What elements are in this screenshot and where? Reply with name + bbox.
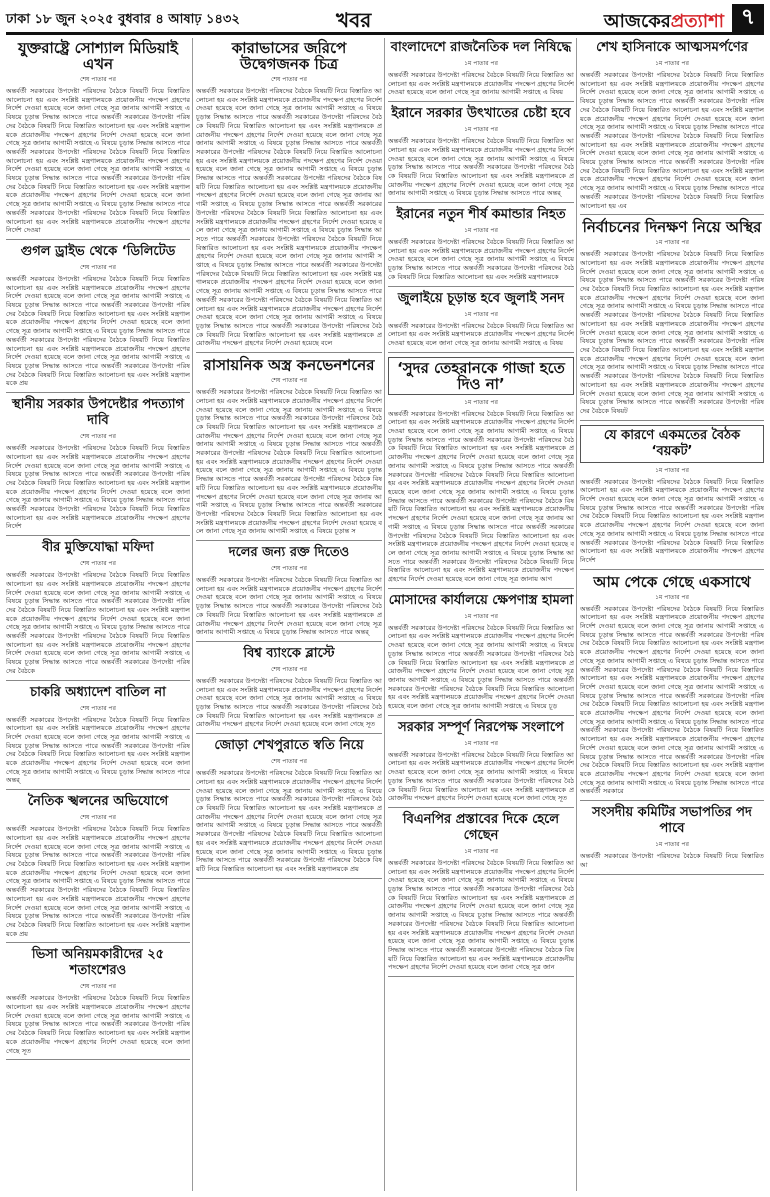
news-story xyxy=(6,685,190,791)
story-headline[interactable]: যে কারণে একমতের বৈঠক ‘বয়কট’ xyxy=(580,425,764,463)
column-divider xyxy=(192,38,193,1191)
news-story xyxy=(388,720,574,808)
news-story xyxy=(388,207,574,287)
story-body: অন্তর্বর্তী সরকারের উপদেষ্টা পরিষদের বৈঠকে বিষয়টি নিয়ে বিস্তারিত আলোচনা হয় এবং সংশ্লিষ্ট মন্ত্রণালয়কে প্রয়োজনীয় পদক্ষেপ গ্রহণের নির্দেশ দেওয়া হয়েছে বলে জানা গেছে সূত্র জানায় আগামী সপ্তাহে এ বিষয়ে চূড়ান্ত সিদ্ধান্ত আসতে পারে অন্তর্বর্তী সরকারের উপদেষ্টা পরিষদের বৈঠকে বিষয়টি নিয়ে বিস্তারিত আলোচনা হয় এবং সংশ্লিষ্ট মন্ত্রণালয়কে প্রয়োজনীয় পদক্ষেপ গ্রহণের নির্দেশ দেওয়া হয়েছে বলে জানা গেছে সূত্র জানায় আগামী সপ্তাহে এ বিষয়ে চূড়ান্ত সিদ্ধান্ত আসতে পারে অন্তর্বর্তী সরকারের উপদেষ্টা পরিষদের বৈঠকে বিষয়টি নিয়ে বিস্তারিত আলোচনা হয় এবং সংশ্লিষ্ট মন্ত্রণালয়কে প্রয়োজনীয় পদক্ষেপ গ্রহণের নির্দেশ দেওয়া হয়েছে বলে জানা গেছে সূত্র জানায় আগামী সপ্তাহে এ বিষয়ে চূড়ান্ত সিদ্ধান্ত আসতে পারে অন্তর্বর্তী সরকারের উপদেষ্টা পরিষদের বৈঠকে বিষয়টি নিয়ে বিস্তারিত আলোচনা হয় এবং সংশ্লিষ্ট মন্ত্রণালয়কে প্রয়োজনীয় পদক্ষেপ গ্রহণের নির্দেশ দেওয়া হয়েছে বলে জানা গেছে সূত্র জানায় আগামী সপ্তাহে এ বিষয়ে চূড়ান্ত সিদ্ধান্ত আসতে পারে অন্তর্বর্তী সরকারের উপদেষ্টা পরিষদের বৈঠকে বিষয়টি নিয়ে বিস্তারিত আলোচনা হয় এবং সংশ্লিষ্ট মন্ত্রণালয়কে প্রয়োজনীয় পদক্ষেপ গ্রহণের নির্দেশ দেওয়া হয়েছে বলে জানা গেছে সূত্র জানায় আগামী সপ্তাহে এ বিষয়ে চূড়ান্ত সিদ্ধান্ত আসতে পারে অন্তর্বর্তী সরকারের উপদেষ্টা পরিষদের বৈঠকে বিষয়টি নিয়ে বিস্তারিত আলোচনা হয় এবং সংশ্লিষ্ট মন্ত্রণালয়কে প্রয়োজনীয় পদক্ষেপ গ্রহণের নির্দেশ দেওয়া হয়েছে বলে জানা গেছে সূত্র জানায় আগামী সপ্তাহে এ বিষয়ে চূড়ান্ত সিদ্ধান্ত আসতে পারে অন্তর্বর্তী সরকারে xyxy=(580,604,764,796)
story-headline[interactable]: মোসাদের কার্যালয়ে ক্ষেপণাস্ত্র হামলা xyxy=(388,592,574,608)
news-story xyxy=(580,574,764,801)
continuation-note: শেষ পাতার পর xyxy=(80,560,116,568)
news-story xyxy=(388,593,574,716)
news-story xyxy=(580,219,764,420)
story-headline[interactable]: বীর মুক্তিযোদ্ধা মফিদা xyxy=(42,540,154,556)
story-headline[interactable]: জোড়া শেখপুরাতে স্বতি নিয়ে xyxy=(214,738,364,754)
story-body: অন্তর্বর্তী সরকারের উপদেষ্টা পরিষদের বৈঠকে বিষয়টি নিয়ে বিস্তারিত আলোচনা হয় এবং সংশ্লিষ্ট মন্ত্রণালয়কে প্রয়োজনীয় পদক্ষেপ গ্রহণের নির্দেশ দেওয়া হয়েছে বলে জানা গেছে সূত্র জানায় আগামী সপ্তাহে এ বিষয়ে চূড়ান্ত সিদ্ধান্ত আসতে পারে অন্তর্বর্তী সরকারের উপদেষ্টা পরিষদের বৈঠকে বিষয়টি নিয়ে বিস্তারিত আলোচনা হয় এবং সংশ্লিষ্ট মন্ত্রণালয়কে প্রয়োজনীয় পদক্ষেপ গ্রহণের নির্দেশ দেওয়া হয়েছে বলে জানা গেছে সূত্র জানায় আগামী সপ্তাহে এ বিষয়ে চূড়ান্ত সিদ্ধান্ত আসতে পারে অন্তর্বর্তী সরকারের উপদেষ্টা পরিষদের বৈঠকে বিষয়টি নিয়ে বিস্তারিত আলোচনা হয় এবং সংশ্লিষ্ট মন্ত্রণালয়কে প্রয়োজনীয় পদক্ষেপ গ্রহণের নির্দেশ xyxy=(6,444,190,531)
news-story xyxy=(196,738,382,878)
continuation-note: শেষ পাতার পর xyxy=(80,704,116,712)
story-headline[interactable]: সরকার সম্পূর্ণ নিরপেক্ষ সংলাপে xyxy=(398,719,564,735)
news-story xyxy=(388,291,574,353)
story-body: অন্তর্বর্তী সরকারের উপদেষ্টা পরিষদের বৈঠকে বিষয়টি নিয়ে বিস্তারিত আলোচনা হয় এবং সংশ্লিষ্ট মন্ত্রণালয়কে প্রয়োজনীয় পদক্ষেপ গ্রহণের নির্দেশ দেওয়া হয়েছে বলে জানা গেছে সূত্র জানায় আগামী সপ্তাহে এ বিষয়ে চূড়ান্ত সিদ্ধান্ত আসতে পারে অন্তর্বর্তী সরকারের উপদেষ্টা পরিষদের বৈঠকে বিষয়টি নিয়ে বিস্তারিত আলোচনা হয় এবং সংশ্লিষ্ট মন্ত্রণালয়কে প্রয়োজনীয় পদক্ষেপ গ্রহণের নির্দেশ দেওয়া হয়েছে বলে জানা গেছে সূত্র জানায় আগামী সপ্তাহে এ বিষয়ে চূড়ান্ত সিদ্ধান্ত আসতে পারে অন্তর্বর্তী সরকারের উপদেষ্টা পরিষদের বৈঠকে বিষয়টি নিয়ে বিস্তারিত আলোচনা হয় এবং সংশ্লিষ্ট মন্ত্রণালয়কে প্রয়োজনীয় পদক্ষেপ গ্রহণের নির্দেশ দেওয়া হয়েছে বলে জানা গেছে সূত্র জানায় আগামী সপ্তাহে এ বিষয়ে চূড়ান্ত সিদ্ধান্ত আসতে পারে অন্তর্বর্তী সরকারের উপদেষ্টা পরিষদের বৈঠকে বিষয়টি নিয়ে বিস্তারিত আলোচনা হয় এবং সংশ্লিষ্ট মন্ত্রণালয়কে প্রয় xyxy=(6,274,190,388)
continuation-note: শেষ পাতার পর xyxy=(271,76,307,83)
continuation-note: ১ম পাতার পর xyxy=(655,593,689,601)
continuation-note: ১ম পাতার পর xyxy=(655,841,689,849)
story-headline[interactable]: কারাভাসের জরিপে উদ্বেগজনক চিত্র xyxy=(231,39,347,73)
story-headline[interactable]: শেখ হাসিনাকে আত্মসমর্পণের xyxy=(596,40,748,55)
story-body: অন্তর্বর্তী সরকারের উপদেষ্টা পরিষদের বৈঠকে বিষয়টি নিয়ে বিস্তারিত আলোচনা হয় এবং সংশ্লিষ্ট মন্ত্রণালয়কে প্রয়োজনীয় পদক্ষেপ গ্রহণের নির্দেশ দেওয়া হয়েছে বলে জানা গেছে সূত্র জানায় আগামী সপ্তাহে এ বিষয়ে চূড়ান্ত সিদ্ধান্ত আসতে পারে অন্তর্বর্তী সরকারের উপদেষ্টা পরিষদের বৈঠকে বিষয়টি নিয়ে বিস্তারিত আলোচনা হয় এবং সংশ্লিষ্ট মন্ত্রণালয়কে প্রয়োজনীয় পদক্ষেপ গ্রহণের নির্দেশ দেওয়া হয়েছে বলে জানা গেছে সূত xyxy=(196,676,382,729)
story-body: অন্তর্বর্তী সরকারের উপদেষ্টা পরিষদের বৈঠকে বিষয়টি নিয়ে বিস্তারিত আলোচনা হয় এবং সংশ্লিষ্ট মন্ত্রণালয়কে প্রয়োজনীয় পদক্ষেপ গ্রহণের নির্দেশ দেওয়া হয়েছে বলে জানা গেছে সূত্র জানায় আগামী সপ্তাহে এ বিষয়ে চূড়ান্ত সিদ্ধান্ত আসতে পারে অন্তর্বর্তী সরকারের উপদেষ্টা পরিষদের বৈঠকে বিষয়টি নিয়ে বিস্তারিত আলোচনা হয় এবং সংশ্লিষ্ট মন্ত্রণালয়কে xyxy=(388,238,574,281)
continuation-note: শেষ পাতার পর xyxy=(80,814,116,822)
continuation-note: ১ম পাতার পর xyxy=(464,612,498,620)
news-story xyxy=(580,425,764,570)
continuation-note: ১ম পাতার পর xyxy=(464,60,498,67)
story-body: অন্তর্বর্তী সরকারের উপদেষ্টা পরিষদের বৈঠকে বিষয়টি নিয়ে বিস্তারিত আলোচনা হয় এবং সংশ্লিষ্ট মন্ত্রণালয়কে প্রয়োজনীয় পদক্ষেপ গ্রহণের নির্দেশ দেওয়া হয়েছে বলে জানা গেছে সূত্র জানায় আগামী সপ্তাহে এ বিষয়ে চূড়ান্ত সিদ্ধান্ত আসতে পারে অন্তর্বর্তী সরকারের উপদেষ্টা পরিষদের বৈঠকে বিষয়টি নিয়ে বিস্তারিত আলোচনা হয় এবং সংশ্লিষ্ট মন্ত্রণালয়কে প্রয়োজনীয় পদক্ষেপ গ্রহণের নির্দেশ দেওয়া হয়েছে বলে জানা গেছে সূত্র জানায় আগামী সপ্তাহে এ বিষয়ে চূড়ান্ত সিদ্ধান্ত আসতে পারে অন্তর্বর্তী সরকারের উপদেষ্টা পরিষদের বৈঠকে বিষয়টি নিয়ে বিস্তারিত আলোচনা হয় এবং সংশ্লিষ্ট মন্ত্রণালয়কে প্রয়োজনীয় পদক্ষেপ গ্রহণের নির্দেশ দেওয়া হয়েছে বলে জানা গেছে সূত্র জানায় আগামী সপ্তাহে এ বিষয়ে চূড়ান্ত সিদ্ধান্ত আসতে পারে অন্তর্বর্তী সরকারের উপদেষ্টা পরিষদের বৈঠকে বিষয়টি নিয়ে বিস্তারিত আলোচনা হয় এবং সংশ্লিষ্ট মন্ত্রণালয়কে প্রয় xyxy=(6,825,190,938)
masthead xyxy=(6,6,764,35)
story-body: অন্তর্বর্তী সরকারের উপদেষ্টা পরিষদের বৈঠকে বিষয়টি নিয়ে বিস্তারিত আলোচনা হয় এবং সংশ্লিষ্ট মন্ত্রণালয়কে প্রয়োজনীয় পদক্ষেপ গ্রহণের নির্দেশ দেওয়া হয়েছে বলে জানা গেছে সূত্র জানায় আগামী সপ্তাহে এ বিষয়ে চূড়ান্ত সিদ্ধান্ত আসতে পারে অন্তর্বর্তী সরকারের উপদেষ্টা পরিষদের বৈঠকে বিষয়টি নিয়ে বিস্তারিত আলোচনা হয় এবং সংশ্লিষ্ট মন্ত্রণালয়কে প্রয়োজনীয় পদক্ষেপ গ্রহণের নির্দেশ দেওয়া হয়েছে বলে জানা গেছে সূত xyxy=(6,994,190,1055)
news-story xyxy=(6,244,190,393)
story-headline[interactable]: গুগল ড্রাইভ থেকে ‘ডিলিটেড xyxy=(20,243,176,259)
section-title: খবর xyxy=(336,8,372,32)
news-story xyxy=(196,40,382,353)
story-headline[interactable]: নৈতিক স্খলনের অভিযোগে xyxy=(27,794,169,810)
continuation-note: ১ম পাতার পর xyxy=(464,126,498,134)
news-story xyxy=(6,794,190,943)
story-body: অন্তর্বর্তী সরকারের উপদেষ্টা পরিষদের বৈঠকে বিষয়টি নিয়ে বিস্তারিত আলোচনা হয় এবং সংশ্লিষ্ট মন্ত্রণালয়কে প্রয়োজনীয় পদক্ষেপ গ্রহণের নির্দেশ দেওয়া হয়েছে বলে জানা গেছে সূত্র জানায় আগামী সপ্তাহে এ বিষয়ে চূড়ান্ত সিদ্ধান্ত আসতে পারে অন্তর্বর্তী সরকারের উপদেষ্টা পরিষদের বৈঠকে বিষয়টি নিয়ে বিস্তারিত আলোচনা হয় এবং সংশ্লিষ্ট মন্ত্রণালয়কে প্রয়োজনীয় পদক্ষেপ গ্রহণের নির্দেশ দেওয়া হয়েছে বলে জানা গেছে সূত্র জানায় আগামী সপ্তাহে এ বিষয়ে চূড়ান্ত সিদ্ধান্ত আসতে পারে অন্তর্ xyxy=(6,715,190,785)
news-story xyxy=(388,106,574,203)
story-headline[interactable]: দলের জন্য রক্ত দিতেও xyxy=(228,545,350,561)
continuation-note: ১ম পাতার পর xyxy=(655,466,689,474)
column-1 xyxy=(6,38,190,1191)
story-headline[interactable]: ভিসা অনিয়মকারীদের ২৫ শতাংশেরও xyxy=(31,947,165,979)
story-body: অন্তর্বর্তী সরকারের উপদেষ্টা পরিষদের বৈঠকে বিষয়টি নিয়ে বিস্তারিত আলোচনা হয় এবং সংশ্লিষ্ট মন্ত্রণালয়কে প্রয়োজনীয় পদক্ষেপ গ্রহণের নির্দেশ দেওয়া হয়েছে বলে জানা গেছে সূত্র জানায় আগামী সপ্তাহে এ বিষয়ে চূড়ান্ত সিদ্ধান্ত আসতে পারে অন্তর্বর্তী সরকারের উপদেষ্টা পরিষদের বৈঠকে বিষয়টি নিয়ে বিস্তারিত আলোচনা হয় এবং সংশ্লিষ্ট মন্ত্রণালয়কে প্রয়োজনীয় পদক্ষেপ গ্রহণের নির্দেশ দেওয়া হয়েছে বলে জানা গেছে সূত xyxy=(388,750,574,803)
story-headline[interactable]: চাকরি অধ্যাদেশ বাতিল না xyxy=(30,684,166,700)
continuation-note: শেষ পাতার পর xyxy=(271,377,307,385)
news-story xyxy=(196,646,382,734)
news-story xyxy=(580,805,764,874)
story-body: অন্তর্বর্তী সরকারের উপদেষ্টা পরিষদের বৈঠকে বিষয়টি নিয়ে বিস্তারিত আলোচনা হয় এবং সংশ্লিষ্ট মন্ত্রণালয়কে প্রয়োজনীয় পদক্ষেপ গ্রহণের নির্দেশ দেওয়া হয়েছে বলে জানা গেছে সূত্র জানায় আগামী সপ্তাহে এ বিষয়ে চূড়ান্ত সিদ্ধান্ত আসতে পারে অন্তর্বর্তী সরকারের উপদেষ্টা পরিষদের বৈঠকে বিষয়টি নিয়ে বিস্তারিত আলোচনা হয় এবং সংশ্লিষ্ট মন্ত্রণালয়কে প্রয়োজনীয় পদক্ষেপ গ্রহণের নির্দেশ দেওয়া হয়েছে বলে জানা গেছে সূত্র জানায় আগামী সপ্তাহে এ বিষয়ে চূড়ান্ত সিদ্ধান্ত আসতে পারে অন্তর্বর্তী সরকারের উপদেষ্টা পরিষদের বৈঠকে বিষয়টি নিয়ে বিস্তারিত আলোচনা হয় এবং সংশ্লিষ্ট মন্ত্রণালয়কে প্রয়োজনীয় পদক্ষেপ গ্রহণের নির্দেশ দেওয়া হয়েছে বলে জানা গেছে সূত্র জানায় আগামী সপ্তাহে এ বিষয়ে চূড়ান্ত সিদ্ধান্ত আসতে পারে অন্তর্বর্তী সরকারের উপদেষ্টা পরিষদের বৈঠকে xyxy=(6,571,190,675)
story-body: অন্তর্বর্তী সরকারের উপদেষ্টা পরিষদের বৈঠকে বিষয়টি নিয়ে বিস্তারিত আলোচনা হয় এবং সংশ্লিষ্ট মন্ত্রণালয়কে প্রয়োজনীয় পদক্ষেপ গ্রহণের নির্দেশ দেওয়া হয়েছে বলে জানা গেছে সূত্র জানায় আগামী সপ্তাহে এ বিষয়ে চূড়ান্ত সিদ্ধান্ত আসতে পারে অন্তর্বর্তী সরকারের উপদেষ্টা পরিষদের বৈঠকে বিষয়টি নিয়ে বিস্তারিত আলোচনা হয় এবং সংশ্লিষ্ট মন্ত্রণালয়কে প্রয়োজনীয় পদক্ষেপ গ্রহণের নির্দেশ দেওয়া হয়েছে বলে জানা গেছে সূত্র জানায় আগামী সপ্তাহে এ বিষয়ে চূড়ান্ত সিদ্ধান্ত আসতে পারে অন্তর্বর্তী সরকারের উপদেষ্টা পরিষদের বৈঠকে বিষয়টি নিয়ে বিস্তারিত আলোচনা হয় এবং সংশ্লিষ্ট মন্ত্রণালয়কে প্রয়োজনীয় পদক্ষেপ গ্রহণের নির্দেশ দেওয়া হয়েছে বলে জানা গেছে সূত্র জানায় আগামী সপ্তাহে এ বিষয়ে চূড়ান্ত সিদ্ধান্ত আসতে পারে অন্তর্বর্তী সরকারের উপদেষ্টা পরিষদের বৈঠকে বিষয়টি নিয়ে বিস্তারিত আলোচনা হয় এবং সংশ্লিষ্ট মন্ত্রণালয়কে প্রয়োজনীয় পদক্ষেপ গ্রহণের নির্দেশ দেওয়া হয়েছে বলে জানা গেছে সূত্র জানায় আগামী সপ্তাহে এ বিষয়ে চূড়ান্ত সিদ্ধান্ত আসতে পারে অন্তর্বর্তী সরকারের উপদেষ্টা পরিষদের বৈঠকে বিষয়টি নিয়ে বিস্তারিত আলোচনা হয় এবং সংশ্লিষ্ট মন্ত্রণালয়কে প্রয়োজনীয় পদক্ষেপ গ্রহণের নির্দেশ দেওয়া হয়েছে বলে জানা গেছে সূত্র জানায় আগামী সপ্তাহে এ বিষয়ে চূড়ান্ত সিদ্ধান্ত আসতে পারে অন্তর্বর্তী সরকারের উপদেষ্টা পরিষদের বৈঠকে বিষয়টি নিয়ে বিস্তারিত আলোচনা হয় এবং সংশ্লিষ্ট মন্ত্রণালয়কে প্রয়োজনীয় পদক্ষেপ গ্রহণের নির্দেশ দেওয়া হয়েছে বলে জানা গেছে সূত্র জানায় আগ xyxy=(388,409,574,584)
story-body: অন্তর্বর্তী সরকারের উপদেষ্টা পরিষদের বৈঠকে বিষয়টি নিয়ে বিস্তারিত আলোচনা হয় এবং সংশ্লিষ্ট মন্ত্রণালয়কে প্রয়োজনীয় পদক্ষেপ গ্রহণের নির্দেশ দেওয়া হয়েছে বলে জানা গেছে সূত্র জানায় আগামী সপ্তাহে এ বিষয় xyxy=(388,71,574,97)
story-body: অন্তর্বর্তী সরকারের উপদেষ্টা পরিষদের বৈঠকে বিষয়টি নিয়ে বিস্তারিত আলোচনা হয় এবং সংশ্লিষ্ট মন্ত্রণালয়কে প্রয়োজনীয় পদক্ষেপ গ্রহণের নির্দেশ দেওয়া হয়েছে বলে জানা গেছে সূত্র জানায় আগামী সপ্তাহে এ বিষয়ে চূড়ান্ত সিদ্ধান্ত আসতে পারে অন্তর্বর্তী সরকারের উপদেষ্টা পরিষদের বৈঠকে বিষয়টি নিয়ে বিস্তারিত আলোচনা হয় এবং সংশ্লিষ্ট মন্ত্রণালয়কে প্রয়োজনীয় পদক্ষেপ গ্রহণের নির্দেশ দেওয়া হয়েছে বলে জানা গেছে সূত্র জানায় আগামী সপ্তাহে এ বিষয়ে চূড়ান্ত সিদ্ধান্ত আসতে পারে অন্তর্বর্তী সরকারের উপদেষ্টা পরিষদের বৈঠকে বিষয়টি নিয়ে বিস্তারিত আলোচনা হয় এবং সংশ্লিষ্ট মন্ত্রণালয়কে প্রয়োজনীয় পদক্ষেপ গ্রহণের নির্দেশ দেওয়া হয়েছে বলে জানা গেছে সূত্র জানায় আগামী সপ্তাহে এ বিষয়ে চূড় xyxy=(388,623,574,711)
story-body: অন্তর্বর্তী সরকারের উপদেষ্টা পরিষদের বৈঠকে বিষয়টি নিয়ে বিস্তারিত আলোচনা হয় এবং সংশ্লিষ্ট মন্ত্রণালয়কে প্রয়োজনীয় পদক্ষেপ গ্রহণের নির্দেশ দেওয়া হয়েছে বলে জানা গেছে সূত্র জানায় আগামী সপ্তাহে এ বিষয়ে চূড়ান্ত সিদ্ধান্ত আসতে পারে অন্তর্বর্তী সরকারের উপদেষ্টা পরিষদের বৈঠকে বিষয়টি নিয়ে বিস্তারিত আলোচনা হয় এবং সংশ্লিষ্ট মন্ত্রণালয়কে প্রয়োজনীয় পদক্ষেপ গ্রহণের নির্দেশ দেওয়া হয়েছে বলে জানা গেছে সূত্র জানায় আগামী সপ্তাহে এ বিষয়ে চূড়ান্ত সিদ্ধান্ত আসতে পারে অন্তর্বর্তী সরকারের উপদেষ্টা পরিষদের বৈঠকে বিষয়টি নিয়ে বিস্তারিত আলোচনা হয় এবং সংশ্লিষ্ট মন্ত্রণালয়কে প্রয়োজনীয় পদক্ষেপ গ্রহণের নির্দেশ দেওয়া হয়েছে বলে জানা গেছে সূত্র জানায় আগামী সপ্তাহে এ বিষয়ে চূড়ান্ত সিদ্ধান্ত আসতে পারে অন্তর্বর্তী সরকারের উপদেষ্টা পরিষদের বৈঠকে বিষয়টি নিয়ে বিস্তারিত আলোচনা হয় এবং সংশ্লিষ্ট মন্ত্রণালয়কে প্রয়োজনীয় পদক্ষেপ গ্রহণের নির্দেশ দেওয়া হয়েছে বলে জানা গেছে সূত্র জানায় আগামী সপ্তাহে এ বিষয়ে চূড়ান্ত সিদ্ধান্ত আসতে পারে অন্তর্বর্তী সরকারের উপদেষ্টা পরিষদের বৈঠকে বিষয়টি নিয়ে বিস্তারিত আলোচনা হয় এবং সংশ্লিষ্ট মন্ত্রণালয়কে প্রয়োজনীয় পদক্ষেপ গ্রহণের নির্দেশ দেওয়া হয়েছে বলে জানা গেছে সূত্র জানায় আগামী সপ্তাহে এ বিষয়ে চূড়ান্ত সিদ্ধান্ত আসতে পারে অন্তর্বর্তী সরকারের উপদেষ্টা পরিষদের বৈঠকে বিষয়ট xyxy=(580,250,764,415)
news-story xyxy=(196,357,382,541)
column-4 xyxy=(580,38,764,1191)
continuation-note: শেষ পাতার পর xyxy=(80,76,116,83)
story-body: অন্তর্বর্তী সরকারের উপদেষ্টা পরিষদের বৈঠকে বিষয়টি নিয়ে বিস্তারিত আলোচনা হয় এবং সংশ্লিষ্ট মন্ত্রণালয়কে প্রয়োজনীয় পদক্ষেপ গ্রহণের নির্দেশ দেওয়া হয়েছে বলে জানা গেছে সূত্র জানায় আগামী সপ্তাহে এ বিষয়ে চূড়ান্ত সিদ্ধান্ত আসতে পারে অন্তর্বর্তী সরকারের উপদেষ্টা পরিষদের বৈঠকে বিষয়টি নিয়ে বিস্তারিত আলোচনা হয় এবং সংশ্লিষ্ট মন্ত্রণালয়কে প্রয়োজনীয় পদক্ষেপ গ্রহণের নির্দেশ দেওয়া হয়েছে বলে জানা গেছে সূত্র জানায় আগামী সপ্তাহে এ বিষয়ে চূড়ান্ত সিদ্ধান্ত আসতে পারে অন্তর্বর্তী সরকারের উপদেষ্টা পরিষদের বৈঠকে বিষয়টি নিয়ে বিস্তারিত আলোচনা হয় এবং সংশ্লিষ্ট মন্ত্রণালয়কে প্রয়োজনীয় পদক্ষেপ গ্রহণের নির্দেশ দেওয়া হয়েছে বলে জানা গেছে সূত্র জানায় আগামী সপ্তাহে এ বিষয়ে চূড়ান্ত সিদ্ধান্ত আসতে পারে অন্তর্বর্তী সরকারের উপদেষ্টা পরিষদের বৈঠকে বিষয়টি নিয়ে বিস্তারিত আলোচনা হয় এবং সংশ্লিষ্ট মন্ত্রণালয়কে প্রয়োজনীয় পদক্ষেপ গ্রহণের নির্দেশ দেওয়া হয়েছে বলে জানা গেছে সূত্র জান xyxy=(388,858,574,972)
continuation-note: ১ম পাতার পর xyxy=(464,310,498,318)
news-story xyxy=(388,40,574,102)
story-body: অন্তর্বর্তী সরকারের উপদেষ্টা পরিষদের বৈঠকে বিষয়টি নিয়ে বিস্তারিত আলোচনা হয় এবং সংশ্লিষ্ট মন্ত্রণালয়কে প্রয়োজনীয় পদক্ষেপ গ্রহণের নির্দেশ দেওয়া হয়েছে বলে জানা গেছে সূত্র জানায় আগামী সপ্তাহে এ বিষয়ে চূড়ান্ত সিদ্ধান্ত আসতে পারে অন্তর্বর্তী সরকারের উপদেষ্টা পরিষদের বৈঠকে বিষয়টি নিয়ে বিস্তারিত আলোচনা হয় এবং সংশ্লিষ্ট মন্ত্রণালয়কে প্রয়োজনীয় পদক্ষেপ গ্রহণের নির্দেশ দেওয়া হয়েছে বলে জানা গেছে সূত্র জানায় আগামী সপ্তাহে এ বিষয়ে চূড়ান্ত সিদ্ধান্ত আসতে পারে অন্তর্ xyxy=(388,137,574,198)
story-headline[interactable]: নির্বাচনের দিনক্ষণ নিয়ে অস্থির xyxy=(582,218,762,237)
story-headline[interactable]: বিএনপির প্রস্তাবের দিকে হেলে গেছেন xyxy=(402,811,560,843)
story-headline[interactable]: বিশ্ব ব্যাংকে ব্লাস্টে xyxy=(243,645,335,661)
brand-accent: প্রত্যাশা xyxy=(670,11,724,32)
story-headline[interactable]: জুলাইয়ে চূড়ান্ত হবে জুলাই সনদ xyxy=(397,290,565,306)
continuation-note: শেষ পাতার পর xyxy=(80,983,116,991)
story-headline[interactable]: ইরানে সরকার উৎখাতের চেষ্টা হবে xyxy=(391,106,571,122)
story-headline[interactable]: ‘সুদর তেহরানকে গাজা হতে দিও না’ xyxy=(388,357,574,395)
story-body: অন্তর্বর্তী সরকারের উপদেষ্টা পরিষদের বৈঠকে বিষয়টি নিয়ে বিস্তারিত আ xyxy=(580,852,764,869)
column-divider xyxy=(384,38,385,1191)
column-divider xyxy=(576,38,577,1191)
column-2 xyxy=(196,38,382,1191)
brand-prefix: আজকের xyxy=(603,11,671,32)
story-body: অন্তর্বর্তী সরকারের উপদেষ্টা পরিষদের বৈঠকে বিষয়টি নিয়ে বিস্তারিত আলোচনা হয় এবং সংশ্লিষ্ট মন্ত্রণালয়কে প্রয়োজনীয় পদক্ষেপ গ্রহণের নির্দেশ দেওয়া হয়েছে বলে জানা গেছে সূত্র জানায় আগামী সপ্তাহে এ বিষয়ে চূড়ান্ত সিদ্ধান্ত আসতে পারে অন্তর্বর্তী সরকারের উপদেষ্টা পরিষদের বৈঠকে বিষয়টি নিয়ে বিস্তারিত আলোচনা হয় এবং সংশ্লিষ্ট মন্ত্রণালয়কে প্রয়োজনীয় পদক্ষেপ গ্রহণের নির্দেশ দেওয়া হয়েছে বলে জানা গেছে সূত্র জানায় আগামী সপ্তাহে এ বিষয়ে চূড়ান্ত সিদ্ধান্ত আসতে পারে অন্তর্বর্তী সরকারের উপদেষ্টা পরিষদের বৈঠকে বিষয়টি নিয়ে বিস্তারিত আলোচনা হয় এবং সংশ্লিষ্ট মন্ত্রণালয়কে প্রয়োজনীয় পদক্ষেপ গ্রহণের নির্দেশ দেওয়া হয়েছে বলে জানা গেছে সূত্র জানায় আগামী সপ্তাহে এ বিষয়ে চূড়ান্ত সিদ্ধান্ত আসতে পারে অন্তর্বর্তী সরকারের উপদেষ্টা পরিষদের বৈঠকে বিষয়টি নিয়ে বিস্তারিত আলোচনা হয় এবং সংশ্লিষ্ট মন্ত্রণালয়কে প্রয়োজনীয় পদক্ষেপ গ্রহণের নির্দেশ দেওয়া হয়েছে বলে জানা গেছে সূত্র জানায় আগামী সপ্তাহে এ বিষয়ে চূড়ান্ত সিদ্ধান্ত আসতে পারে অন্তর্বর্তী সরকারের উপদেষ্টা পরিষদের বৈঠকে বিষয়টি নিয়ে বিস্তারিত আলোচনা হয় এবং সংশ্লিষ্ট মন্ত্রণালয়কে প্রয়োজনীয় পদক্ষেপ গ্রহণের নির্দেশ দেওয়া হয়েছে বলে জানা গেছে সূত্র জানায় আগামী সপ্তাহে এ বিষয়ে চূড়ান্ত সিদ্ধান্ত আসতে পারে অন্তর্বর্তী সরকারের উপদেষ্টা পরিষদের বৈঠকে বিষয়টি নিয়ে বিস্তারিত আলোচনা হয় এবং সংশ্লিষ্ট মন্ত্রণালয়কে প্রয়োজনীয় পদক্ষেপ গ্রহণের নির্দেশ দেওয়া হয়েছে বলে জানা গেছে সূত্র জানায় আগামী সপ্তাহে এ বিষয়ে চূড়ান্ত সিদ্ধান্ত আসতে পারে অন্তর্বর্তী সরকারের উপদেষ্টা পরিষদের বৈঠকে বিষয়টি নিয়ে বিস্তারিত আলোচনা হয় এবং সংশ্লিষ্ট মন্ত্রণালয়কে প্রয়োজনীয় পদক্ষেপ গ্রহণের নির্দেশ দেওয়া হয়েছে বলে জানা গেছে সূত্র জানায় আগামী সপ্তাহে এ বিষয়ে চূড়ান্ত সিদ্ধান্ত আসতে পারে অন্তর্বর্তী সরকারের উপদেষ্টা পরিষদের বৈঠকে বিষয়টি নিয়ে বিস্তারিত আলোচনা হয় এবং সংশ্লিষ্ট মন্ত্রণালয়কে প্রয়োজনীয় পদক্ষেপ গ্রহণের নির্দেশ দেওয়া হয়েছে বলে জানা গেছে সূত্র জানায় আগামী সপ্তাহে এ বিষয়ে চূড়ান্ত সিদ্ধান্ত আসতে পারে অন্তর্বর্তী সরকারের উপদেষ্টা পরিষদের বৈঠকে বিষয়টি নিয়ে বিস্তারিত আলোচনা হয় এবং সংশ্লিষ্ট মন্ত্রণালয়কে প্রয়োজনীয় পদক্ষেপ গ্রহণের নির্দেশ দেওয়া হয়েছে বলে xyxy=(196,87,382,348)
story-headline[interactable]: যুক্তরাষ্ট্রে সোশ্যাল মিডিয়াই এখন xyxy=(18,39,178,73)
news-story xyxy=(580,40,764,215)
continuation-note: ১ম পাতার পর xyxy=(655,60,689,67)
continuation-note: শেষ পাতার পর xyxy=(271,565,307,573)
story-body: অন্তর্বর্তী সরকারের উপদেষ্টা পরিষদের বৈঠকে বিষয়টি নিয়ে বিস্তারিত আলোচনা হয় এবং সংশ্লিষ্ট মন্ত্রণালয়কে প্রয়োজনীয় পদক্ষেপ গ্রহণের নির্দেশ দেওয়া হয়েছে বলে জানা গেছে সূত্র জানায় আগামী সপ্তাহে এ বিষয়ে চূড়ান্ত সিদ্ধান্ত আসতে পারে অন্তর্বর্তী সরকারের উপদেষ্টা পরিষদের বৈঠকে বিষয়টি নিয়ে বিস্তারিত আলোচনা হয় এবং সংশ্লিষ্ট মন্ত্রণালয়কে প্রয়োজনীয় পদক্ষেপ গ্রহণের নির্দেশ দেওয়া হয়েছে বলে জানা গেছে সূত্র জানায় আগামী সপ্তাহে এ বিষয়ে চূড়ান্ত সিদ্ধান্ত আসতে পারে অন্তর্বর্তী সরকারের উপদেষ্টা পরিষদের বৈঠকে বিষয়টি নিয়ে বিস্তারিত আলোচনা হয় এবং সংশ্লিষ্ট মন্ত্রণালয়কে প্রয়োজনীয় পদক্ষেপ গ্রহণের নির্দেশ দেওয়া হয়েছে বলে জানা গেছে সূত্র জানায় আগামী সপ্তাহে এ বিষয়ে চূড়ান্ত সিদ্ধান্ত আসতে পারে অন্তর্বর্তী সরকারের উপদেষ্টা পরিষদের বৈঠকে বিষয়টি নিয়ে বিস্তারিত আলোচনা হয় এবং সংশ্লিষ্ট মন্ত্রণালয়কে প্রয়োজনীয় পদক্ষেপ গ্রহণের নির্দেশ দেওয়া হয়েছে বলে জানা গেছে সূত্র জানায় আগামী সপ্তাহে এ বিষয়ে চূড়ান্ত সিদ্ধান্ত আসতে পারে অন্তর্বর্তী সরকারের উপদেষ্টা পরিষদের বৈঠকে বিষয়টি নিয়ে বিস্তারিত আলোচনা হয় এব xyxy=(580,71,764,210)
story-headline[interactable]: ইরানের নতুন শীর্ষ কমান্ডার নিহত xyxy=(396,207,566,223)
story-headline[interactable]: রাসায়নিক অস্ত্র কনভেনশনের xyxy=(203,356,375,375)
story-body: অন্তর্বর্তী সরকারের উপদেষ্টা পরিষদের বৈঠকে বিষয়টি নিয়ে বিস্তারিত আলোচনা হয় এবং সংশ্লিষ্ট মন্ত্রণালয়কে প্রয়োজনীয় পদক্ষেপ গ্রহণের নির্দেশ দেওয়া হয়েছে বলে জানা গেছে সূত্র জানায় আগামী সপ্তাহে এ বিষয়ে চূড়ান্ত সিদ্ধান্ত আসতে পারে অন্তর্বর্তী সরকারের উপদেষ্টা পরিষদের বৈঠকে বিষয়টি নিয়ে বিস্তারিত আলোচনা হয় এবং সংশ্লিষ্ট মন্ত্রণালয়কে প্রয়োজনীয় পদক্ষেপ গ্রহণের নির্দেশ দেওয়া হয়েছে বলে জানা গেছে সূত্র জানায় আগামী সপ্তাহে এ বিষয়ে চূড়ান্ত সিদ্ধান্ত আসতে পারে অন্তর্বর্তী সরকারের উপদেষ্টা পরিষদের বৈঠকে বিষয়টি নিয়ে বিস্তারিত আলোচনা হয় এবং সংশ্লিষ্ট মন্ত্রণালয়কে প্রয়োজনীয় পদক্ষেপ গ্রহণের নির্দেশ xyxy=(580,477,764,564)
column-3 xyxy=(388,38,574,1191)
news-story xyxy=(196,545,382,642)
story-headline[interactable]: আম পেকে গেছে একসাথে xyxy=(593,572,751,591)
continuation-note: ১ম পাতার পর xyxy=(464,227,498,235)
news-story xyxy=(6,540,190,680)
continuation-note: শেষ পাতার পর xyxy=(271,665,307,673)
news-story xyxy=(6,40,190,240)
continuation-note: শেষ পাতার পর xyxy=(271,758,307,766)
news-story xyxy=(388,812,574,977)
story-body: অন্তর্বর্তী সরকারের উপদেষ্টা পরিষদের বৈঠকে বিষয়টি নিয়ে বিস্তারিত আলোচনা হয় এবং সংশ্লিষ্ট মন্ত্রণালয়কে প্রয়োজনীয় পদক্ষেপ গ্রহণের নির্দেশ দেওয়া হয়েছে বলে জানা গেছে সূত্র জানায় আগামী সপ্তাহে এ বিষয়ে চূড়ান্ত সিদ্ধান্ত আসতে পারে অন্তর্বর্তী সরকারের উপদেষ্টা পরিষদের বৈঠকে বিষয়টি নিয়ে বিস্তারিত আলোচনা হয় এবং সংশ্লিষ্ট মন্ত্রণালয়কে প্রয়োজনীয় পদক্ষেপ গ্রহণের নির্দেশ দেওয়া হয়েছে বলে জানা গেছে সূত্র জানায় আগামী সপ্তাহে এ বিষয়ে চূড়ান্ত সিদ্ধান্ত আসতে পারে অন্তর্বর্তী সরকারের উপদেষ্টা পরিষদের বৈঠকে বিষয়টি নিয়ে বিস্তারিত আলোচনা হয় এবং সংশ্লিষ্ট মন্ত্রণালয়কে প্রয়োজনীয় পদক্ষেপ গ্রহণের নির্দেশ দেওয়া হয়েছে বলে জানা গেছে সূত্র জানায় আগামী সপ্তাহে এ বিষয়ে চূড়ান্ত সিদ্ধান্ত আসতে পারে অন্তর্বর্তী সরকারের উপদেষ্টা পরিষদের বৈঠকে বিষয়টি নিয়ে বিস্তারিত আলোচনা হয় এবং সংশ্লিষ্ট মন্ত্রণালয়কে প্রয় xyxy=(196,769,382,873)
continuation-note: শেষ পাতার পর xyxy=(80,433,116,441)
page-number: ৭ xyxy=(732,4,764,32)
story-headline[interactable]: সংসদীয় কমিটির সভাপতির পদ পাবে xyxy=(592,805,752,837)
continuation-note: ১ম পাতার পর xyxy=(655,239,689,247)
story-headline[interactable]: স্থানীয় সরকার উপদেষ্টার পদত্যাগ দাবি xyxy=(11,397,185,429)
story-body: অন্তর্বর্তী সরকারের উপদেষ্টা পরিষদের বৈঠকে বিষয়টি নিয়ে বিস্তারিত আলোচনা হয় এবং সংশ্লিষ্ট মন্ত্রণালয়কে প্রয়োজনীয় পদক্ষেপ গ্রহণের নির্দেশ দেওয়া হয়েছে বলে জানা গেছে সূত্র জানায় আগামী সপ্তাহে এ বিষয়ে চূড়ান্ত সিদ্ধান্ত আসতে পারে অন্তর্বর্তী সরকারের উপদেষ্টা পরিষদের বৈঠকে বিষয়টি নিয়ে বিস্তারিত আলোচনা হয় এবং সংশ্লিষ্ট মন্ত্রণালয়কে প্রয়োজনীয় পদক্ষেপ গ্রহণের নির্দেশ দেওয়া হয়েছে বলে জানা গেছে সূত্র জানায় আগামী সপ্তাহে এ বিষয়ে চূড়ান্ত সিদ্ধান্ত আসতে পারে অন্তর্ xyxy=(196,576,382,637)
brand-logo xyxy=(604,7,724,38)
news-story xyxy=(6,397,190,536)
continuation-note: ১ম পাতার পর xyxy=(464,739,498,747)
news-story xyxy=(388,357,574,589)
news-story xyxy=(6,947,190,1060)
continuation-note: ১ম পাতার পর xyxy=(464,398,498,406)
continuation-note: ১ম পাতার পর xyxy=(464,847,498,855)
story-body: অন্তর্বর্তী সরকারের উপদেষ্টা পরিষদের বৈঠকে বিষয়টি নিয়ে বিস্তারিত আলোচনা হয় এবং সংশ্লিষ্ট মন্ত্রণালয়কে প্রয়োজনীয় পদক্ষেপ গ্রহণের নির্দেশ দেওয়া হয়েছে বলে জানা গেছে সূত্র জানায় আগামী সপ্তাহে এ বিষয়ে চূড়ান্ত সিদ্ধান্ত আসতে পারে অন্তর্বর্তী সরকারের উপদেষ্টা পরিষদের বৈঠকে বিষয়টি নিয়ে বিস্তারিত আলোচনা হয় এবং সংশ্লিষ্ট মন্ত্রণালয়কে প্রয়োজনীয় পদক্ষেপ গ্রহণের নির্দেশ দেওয়া হয়েছে বলে জানা গেছে সূত্র জানায় আগামী সপ্তাহে এ বিষয়ে চূড়ান্ত সিদ্ধান্ত আসতে পারে অন্তর্বর্তী সরকারের উপদেষ্টা পরিষদের বৈঠকে বিষয়টি নিয়ে বিস্তারিত আলোচনা হয় এবং সংশ্লিষ্ট মন্ত্রণালয়কে প্রয়োজনীয় পদক্ষেপ গ্রহণের নির্দেশ দেওয়া হয়েছে বলে জানা গেছে সূত্র জানায় আগামী সপ্তাহে এ বিষয়ে চূড়ান্ত সিদ্ধান্ত আসতে পারে অন্তর্বর্তী সরকারের উপদেষ্টা পরিষদের বৈঠকে বিষয়টি নিয়ে বিস্তারিত আলোচনা হয় এবং সংশ্লিষ্ট মন্ত্রণালয়কে প্রয়োজনীয় পদক্ষেপ গ্রহণের নির্দেশ দেওয়া হয়েছে বলে জানা গেছে সূত্র জানায় আগামী সপ্তাহে এ বিষয়ে চূড়ান্ত সিদ্ধান্ত আসতে পারে অন্তর্বর্তী সরকারের উপদেষ্টা পরিষদের বৈঠকে বিষয়টি নিয়ে বিস্তারিত আলোচনা হয় এবং সংশ্লিষ্ট মন্ত্রণালয়কে প্রয়োজনীয় পদক্ষেপ গ্রহণের নির্দেশ দেওয়া হয়েছে বলে জানা গেছে সূত্র জানায় আগামী সপ্তাহে এ বিষয়ে চূড়ান্ত স xyxy=(196,388,382,536)
story-body: অন্তর্বর্তী সরকারের উপদেষ্টা পরিষদের বৈঠকে বিষয়টি নিয়ে বিস্তারিত আলোচনা হয় এবং সংশ্লিষ্ট মন্ত্রণালয়কে প্রয়োজনীয় পদক্ষেপ গ্রহণের নির্দেশ দেওয়া হয়েছে বলে জানা গেছে সূত্র জানায় আগামী সপ্তাহে এ বিষয় xyxy=(388,321,574,347)
story-headline[interactable]: বাংলাদেশে রাজনৈতিক দল নিষিদ্ধে xyxy=(390,40,572,55)
story-body: অন্তর্বর্তী সরকারের উপদেষ্টা পরিষদের বৈঠকে বিষয়টি নিয়ে বিস্তারিত আলোচনা হয় এবং সংশ্লিষ্ট মন্ত্রণালয়কে প্রয়োজনীয় পদক্ষেপ গ্রহণের নির্দেশ দেওয়া হয়েছে বলে জানা গেছে সূত্র জানায় আগামী সপ্তাহে এ বিষয়ে চূড়ান্ত সিদ্ধান্ত আসতে পারে অন্তর্বর্তী সরকারের উপদেষ্টা পরিষদের বৈঠকে বিষয়টি নিয়ে বিস্তারিত আলোচনা হয় এবং সংশ্লিষ্ট মন্ত্রণালয়কে প্রয়োজনীয় পদক্ষেপ গ্রহণের নির্দেশ দেওয়া হয়েছে বলে জানা গেছে সূত্র জানায় আগামী সপ্তাহে এ বিষয়ে চূড়ান্ত সিদ্ধান্ত আসতে পারে অন্তর্বর্তী সরকারের উপদেষ্টা পরিষদের বৈঠকে বিষয়টি নিয়ে বিস্তারিত আলোচনা হয় এবং সংশ্লিষ্ট মন্ত্রণালয়কে প্রয়োজনীয় পদক্ষেপ গ্রহণের নির্দেশ দেওয়া হয়েছে বলে জানা গেছে সূত্র জানায় আগামী সপ্তাহে এ বিষয়ে চূড়ান্ত সিদ্ধান্ত আসতে পারে অন্তর্বর্তী সরকারের উপদেষ্টা পরিষদের বৈঠকে বিষয়টি নিয়ে বিস্তারিত আলোচনা হয় এবং সংশ্লিষ্ট মন্ত্রণালয়কে প্রয়োজনীয় পদক্ষেপ গ্রহণের নির্দেশ দেওয়া হয়েছে বলে জানা গেছে সূত্র জানায় আগামী সপ্তাহে এ বিষয়ে চূড়ান্ত সিদ্ধান্ত আসতে পারে অন্তর্বর্তী সরকারের উপদেষ্টা পরিষদের বৈঠকে বিষয়টি নিয়ে বিস্তারিত আলোচনা হয় এবং সংশ্লিষ্ট মন্ত্রণালয়কে প্রয়োজনীয় পদক্ষেপ গ্রহণের নির্দেশ দেওয়া xyxy=(6,87,190,235)
continuation-note: শেষ পাতার পর xyxy=(80,263,116,271)
dateline: ঢাকা ১৮ জুন ২০২৫ বুধবার ৪ আষাঢ় ১৪৩২ xyxy=(6,12,240,27)
